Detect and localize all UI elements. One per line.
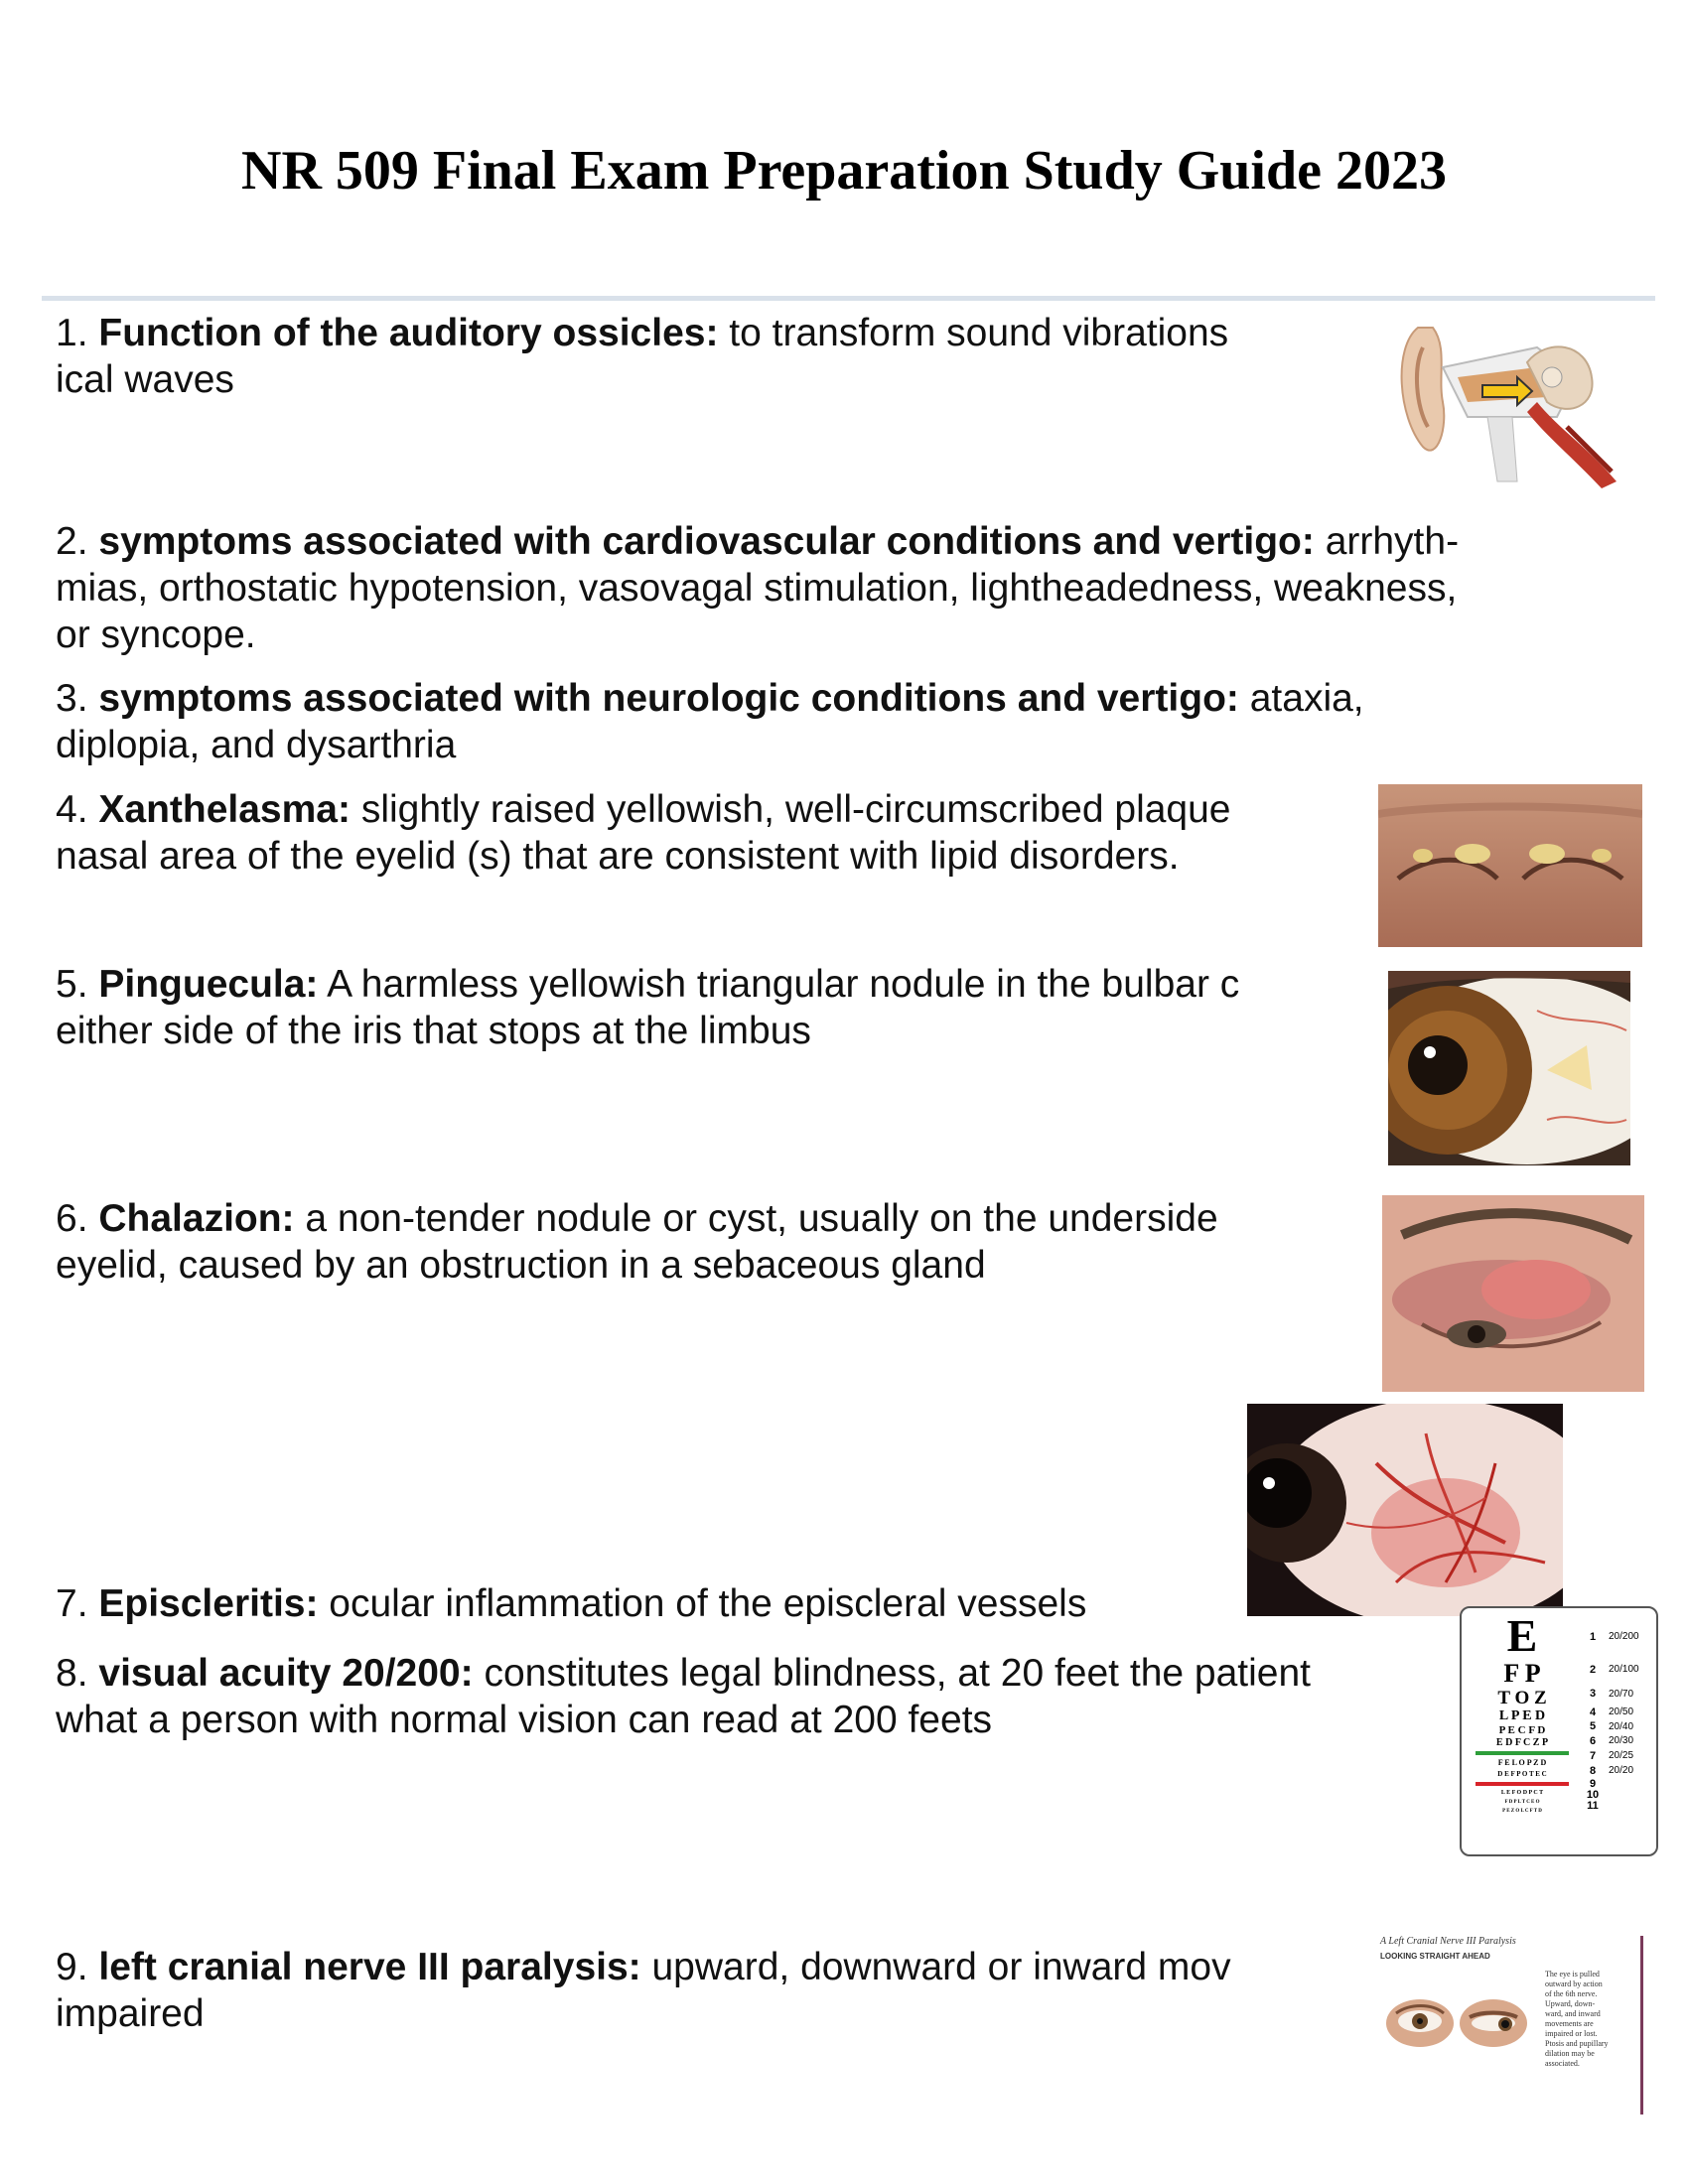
item-number: 8.	[56, 1652, 88, 1695]
item-text: to transform sound vibrations	[718, 312, 1229, 354]
snellen-acuity-label: 20/30	[1609, 1735, 1634, 1746]
snellen-acuity-label: 20/25	[1609, 1750, 1634, 1761]
snellen-chart-image	[1460, 1606, 1658, 1856]
item-text: ocular inflammation of the episcleral vessels	[318, 1582, 1087, 1625]
item-text: ical waves	[56, 358, 234, 401]
snellen-row: L E F O D P C T	[1500, 1790, 1544, 1796]
snellen-row-number: 8	[1589, 1765, 1597, 1777]
snellen-row-number: 3	[1589, 1688, 1597, 1700]
item-term: Xanthelasma:	[98, 788, 351, 831]
snellen-row-number: 5	[1589, 1720, 1597, 1732]
figure-caption	[1545, 1970, 1640, 2069]
list-item	[56, 1944, 1231, 2037]
list-item	[56, 518, 1459, 658]
list-item	[56, 1580, 1086, 1627]
caption-line: Upward, down-	[1545, 1999, 1596, 2008]
snellen-row-number: 9	[1589, 1778, 1597, 1790]
item-number: 7.	[56, 1582, 88, 1625]
snellen-acuity-label: 20/70	[1609, 1689, 1634, 1700]
caption-line: impaired or lost.	[1545, 2029, 1598, 2038]
snellen-row: T O Z	[1497, 1688, 1547, 1708]
snellen-row-number: 11	[1587, 1800, 1599, 1812]
snellen-acuity-label: 20/40	[1609, 1721, 1634, 1732]
snellen-acuity-label: 20/100	[1609, 1664, 1639, 1675]
snellen-row: E	[1506, 1610, 1538, 1661]
title-divider	[42, 296, 1655, 301]
item-text: or syncope.	[56, 614, 256, 656]
item-number: 2.	[56, 520, 88, 563]
item-text: mias, orthostatic hypotension, vasovagal stimulation, lightheadedness, weakness,	[56, 567, 1458, 610]
caption-line: The eye is pulled	[1545, 1970, 1600, 1979]
figure-subtitle: LOOKING STRAIGHT AHEAD	[1380, 1952, 1490, 1961]
snellen-row-number: 4	[1589, 1706, 1597, 1718]
caption-line: associated.	[1545, 2059, 1580, 2068]
episcleritis-image	[1247, 1404, 1563, 1616]
page-title: NR 509 Final Exam Preparation Study Guide 2023	[241, 140, 1447, 202]
snellen-red-line	[1476, 1782, 1569, 1786]
snellen-row-number: 1	[1589, 1631, 1597, 1643]
list-item	[56, 1650, 1311, 1743]
item-number: 9.	[56, 1946, 88, 1988]
list-item	[56, 961, 1239, 1054]
snellen-row: F E L O P Z D	[1497, 1758, 1547, 1767]
figure-title: A Left Cranial Nerve III Paralysis	[1380, 1936, 1516, 1947]
item-text: A harmless yellowish triangular nodule in the bulbar c	[318, 963, 1240, 1006]
snellen-row: L P E D	[1498, 1708, 1546, 1723]
xanthelasma-image	[1378, 784, 1642, 947]
snellen-acuity-label: 20/200	[1609, 1631, 1639, 1642]
caption-line: dilation may be	[1545, 2049, 1595, 2058]
item-text: eyelid, caused by an obstruction in a sebaceous gland	[56, 1244, 986, 1287]
item-text: impaired	[56, 1992, 205, 2035]
figure-edge-line	[1640, 1936, 1643, 2115]
snellen-row: P E C F D	[1498, 1724, 1546, 1736]
snellen-row: E D F C Z P	[1495, 1737, 1549, 1748]
item-text: constitutes legal blindness, at 20 feet the patient	[473, 1652, 1312, 1695]
item-text: slightly raised yellowish, well-circumscribed plaque	[350, 788, 1231, 831]
item-term: Episcleritis:	[98, 1582, 319, 1625]
chalazion-image	[1382, 1195, 1644, 1392]
item-term: Function of the auditory ossicles:	[98, 312, 719, 354]
snellen-row: P E Z O L C F T D	[1502, 1809, 1542, 1814]
item-number: 5.	[56, 963, 88, 1006]
list-item	[56, 675, 1364, 768]
item-text: a non-tender nodule or cyst, usually on the underside	[294, 1197, 1218, 1240]
item-text: nasal area of the eyelid (s) that are consistent with lipid disorders.	[56, 835, 1180, 878]
pinguecula-image	[1388, 971, 1630, 1165]
item-term: symptoms associated with cardiovascular conditions and vertigo:	[98, 520, 1315, 563]
ear-anatomy-image	[1388, 308, 1636, 496]
snellen-acuity-label: 20/20	[1609, 1765, 1634, 1776]
item-number: 6.	[56, 1197, 88, 1240]
list-item	[56, 310, 1228, 403]
snellen-row-number: 10	[1586, 1789, 1600, 1801]
caption-line: ward, and inward	[1545, 2009, 1601, 2018]
item-text: arrhyth-	[1314, 520, 1460, 563]
snellen-green-line	[1476, 1751, 1569, 1755]
snellen-row: F D P L T C E O	[1504, 1800, 1540, 1805]
list-item	[56, 1195, 1218, 1289]
snellen-letters	[1468, 1612, 1577, 1816]
caption-line: Ptosis and pupillary	[1545, 2039, 1609, 2048]
item-term: visual acuity 20/200:	[98, 1652, 474, 1695]
item-text: diplopia, and dysarthria	[56, 724, 457, 766]
caption-line: of the 6th nerve.	[1545, 1989, 1598, 1998]
item-term: symptoms associated with neurologic conditions and vertigo:	[98, 677, 1239, 720]
cranial-nerve-figure	[1378, 1936, 1644, 2115]
snellen-row-number: 6	[1589, 1735, 1597, 1747]
snellen-row-number: 2	[1589, 1664, 1597, 1676]
snellen-acuity-label: 20/50	[1609, 1706, 1634, 1717]
item-term: Chalazion:	[98, 1197, 295, 1240]
snellen-row-numbers	[1583, 1618, 1603, 1812]
item-term: left cranial nerve III paralysis:	[98, 1946, 641, 1988]
snellen-row: D E F P O T E C	[1497, 1770, 1547, 1778]
snellen-row: F P	[1503, 1659, 1541, 1688]
item-number: 3.	[56, 677, 88, 720]
snellen-row-number: 7	[1589, 1750, 1597, 1762]
caption-line: outward by action	[1545, 1979, 1603, 1988]
item-text: ataxia,	[1238, 677, 1364, 720]
list-item	[56, 786, 1231, 880]
item-text: what a person with normal vision can read at 200 feets	[56, 1699, 993, 1741]
caption-line: movements are	[1545, 2019, 1594, 2028]
eyes-illustration	[1382, 1985, 1531, 2055]
item-number: 1.	[56, 312, 88, 354]
item-text: either side of the iris that stops at the limbus	[56, 1010, 811, 1052]
item-number: 4.	[56, 788, 88, 831]
item-text: upward, downward or inward mov	[640, 1946, 1231, 1988]
item-term: Pinguecula:	[98, 963, 319, 1006]
snellen-acuity-labels	[1609, 1618, 1654, 1779]
